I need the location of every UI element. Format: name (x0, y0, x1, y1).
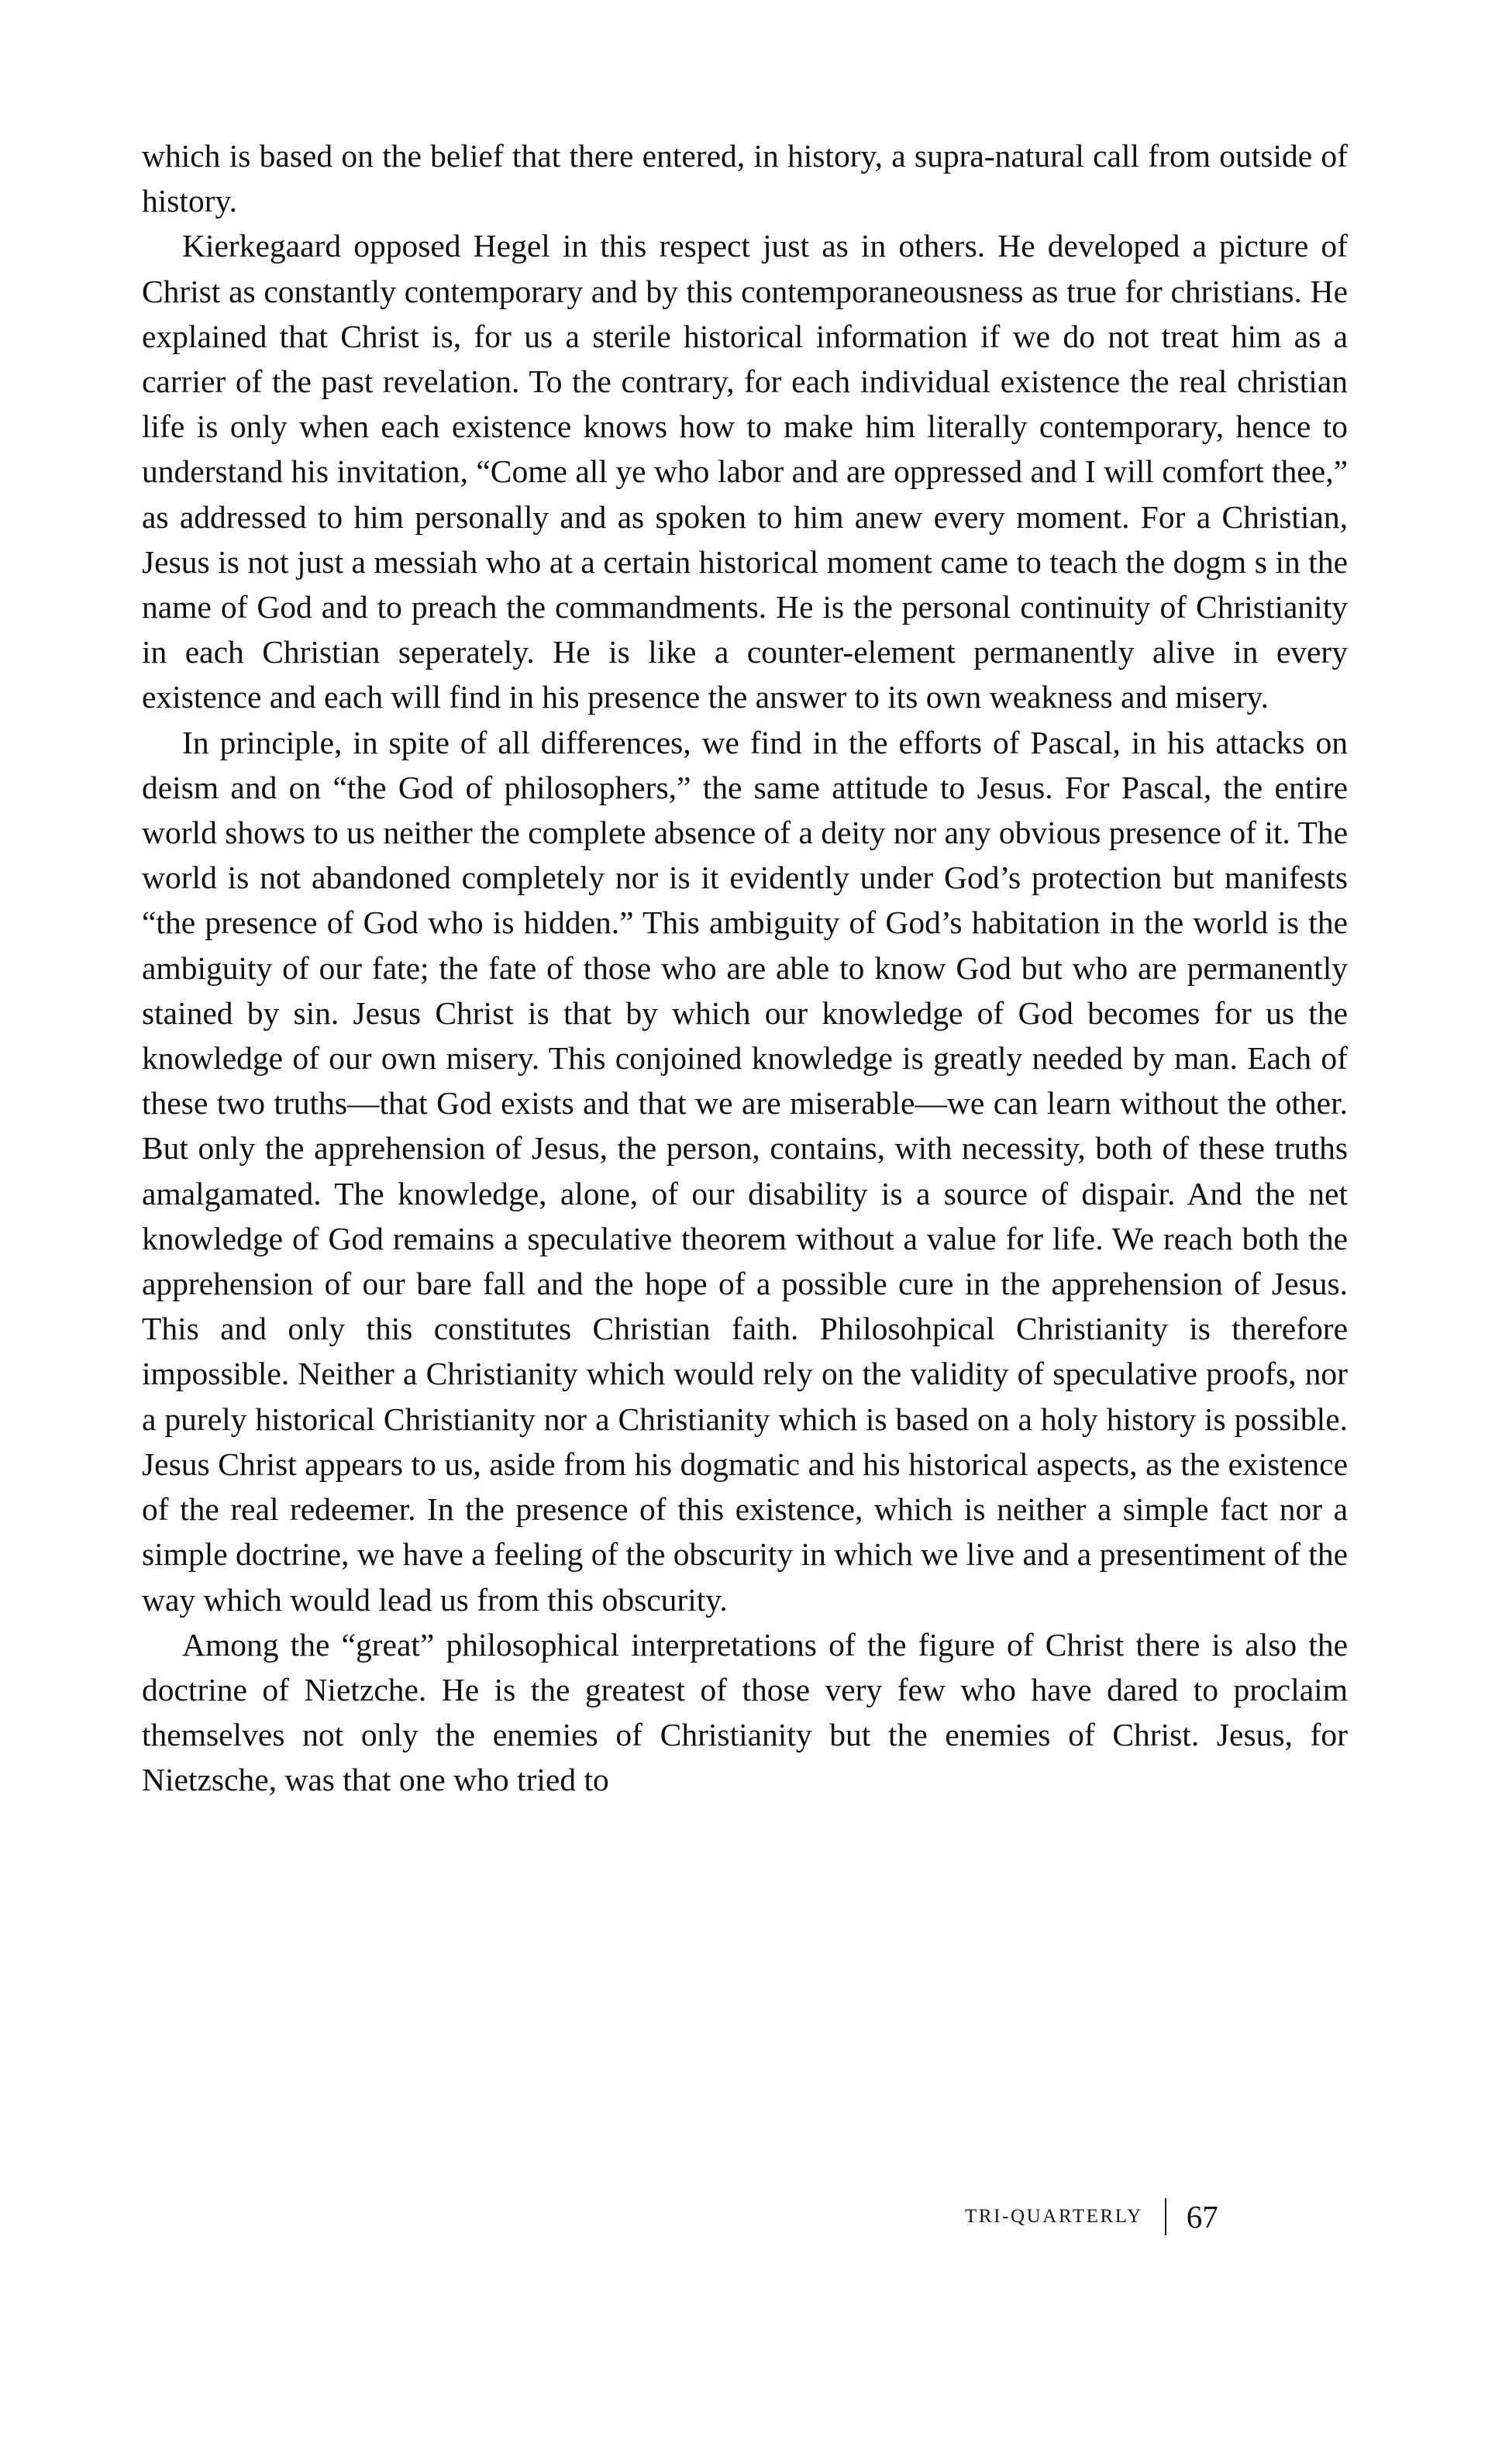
page-footer (965, 2198, 1275, 2235)
journal-name: TRI-QUARTERLY (965, 2206, 1143, 2227)
paragraph-nietzsche: Among the “great” philosophical interpretations of the figure of Christ there is also the doctrine of Nietzche. He is the greatest of those very few who have dared to proclaim themselves not only the enemies of Christianity but the enemies of Christ. Jesus, for Nietzsche, was that one who tried to (142, 1626, 1348, 1798)
paragraph-continuation: which is based on the belief that there entered, in history, a supra-natural call from outside of history. (142, 138, 1348, 219)
footer-divider (1165, 2198, 1166, 2235)
paragraph-pascal: In principle, in spite of all differences, we find in the efforts of Pascal, in his attacks on deism and on “the God of philosophers,” the same attitude to Jesus. For Pascal, the entire world shows to us neither the complete absence of a deity nor any obvious presence of it. The world is not abandoned completely nor is it evidently under God’s protection but manifests “the presence of God who is hidden.” This ambiguity of God’s habitation in the world is the ambiguity of our fate; the fate of those who are able to know God but who are permanently stained by sin. Jesus Christ is that by which our knowledge of God becomes for us the knowledge of our own misery. This conjoined knowledge is greatly needed by man. Each of these two truths—that God exists and that we are miserable—we can learn without the other. But only the apprehension of Jesus, the person, contains, with necessity, both of these truths amalgamated. The knowledge, alone, of our disability is a source of dispair. And the net knowledge of God remains a speculative theorem without a value for life. We reach both the apprehension of our bare fall and the hope of a possible cure in the apprehension of Jesus. This and only this constitutes Christian faith. Philosohpical Christianity is therefore impossible. Neither a Christianity which would rely on the validity of speculative proofs, nor a purely historical Christianity nor a Christianity which is based on a holy history is possible. Jesus Christ appears to us, aside from his dogmatic and his historical aspects, as the existence of the real redeemer. In the presence of this existence, which is neither a simple fact nor a simple doctrine, we have a feeling of the obscurity in which we live and a presentiment of the way which would lead us from this obscurity. (142, 724, 1348, 1618)
article-body (142, 133, 1348, 1803)
page-number: 67 (1186, 2199, 1218, 2235)
paragraph-kierkegaard: Kierkegaard opposed Hegel in this respect just as in others. He developed a picture of Christ as constantly contemporary and by this contemporaneousness as true for christians. He explained that Christ is, for us a sterile historical information if we do not treat him as a carrier of the past revelation. To the contrary, for each individual existence the real christian life is only when each existence knows how to make him literally contemporary, hence to understand his invitation, “Come all ye who labor and are oppressed and I will comfort thee,” as addressed to him personally and as spoken to him anew every moment. For a Christian, Jesus is not just a messiah who at a certain historical moment came to teach the dogm s in the name of God and to preach the commandments. He is the personal continuity of Christianity in each Christian seperately. He is like a counter-element permanently alive in every existence and each will find in his presence the answer to its own weakness and misery. (142, 228, 1348, 715)
